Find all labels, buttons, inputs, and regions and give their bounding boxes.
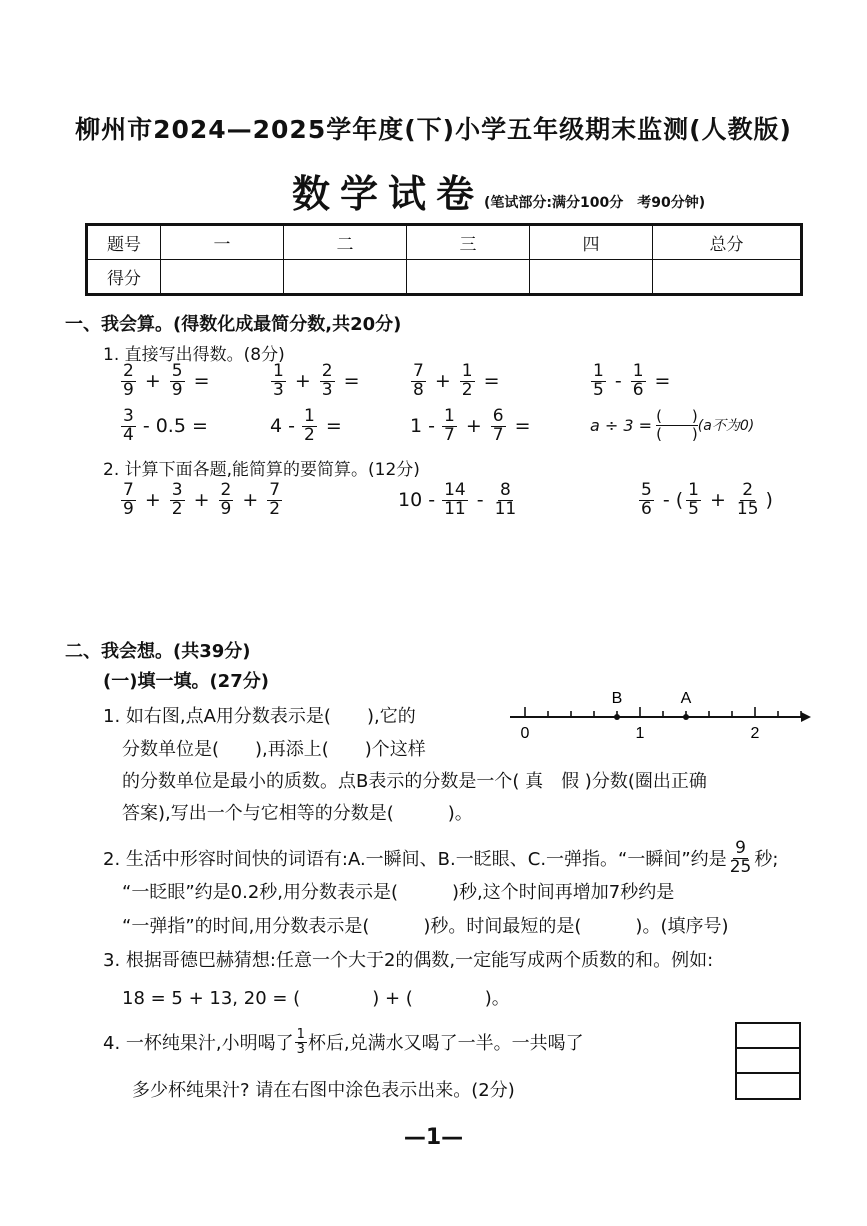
row-label: 得分	[87, 260, 161, 295]
cup-part-bottom[interactable]	[735, 1072, 801, 1100]
calc-item: $\frac{5}{6}$ - ( $\frac{1}{5}$ + $\frac{2}{15}$ )	[641, 480, 773, 519]
number-line-label-1: 1	[635, 725, 645, 742]
header-cell: 二	[284, 225, 407, 260]
header-cell: 一	[161, 225, 284, 260]
fraction: $\frac{2}{9}$	[123, 361, 134, 400]
calc-item: 1 - $\frac{1}{7}$ + $\frac{6}{7}$ =	[410, 406, 531, 445]
q3-line: 3. 根据哥德巴赫猜想:任意一个大于2的偶数,一定能写成两个质数的和。例如:	[103, 950, 714, 971]
q2-line: “一眨眼”约是0.2秒,用分数表示是( )秒,这个时间再增加7秒约是	[122, 882, 675, 903]
fraction: $\frac{1}{6}$	[632, 361, 644, 400]
fraction: $\frac{3}{2}$	[171, 480, 183, 519]
point-b	[614, 714, 620, 720]
q1-line: 的分数单位是最小的质数。点B表示的分数是一个( 真 假 )分数(圈出正确	[122, 771, 707, 792]
calc-item: 10 - $\frac{14}{11}$ - $\frac{8}{11}$	[398, 480, 517, 519]
exam-title: 柳州市2024—2025学年度(下)小学五年级期末监测(人教版)	[75, 115, 792, 144]
calc-item: $\frac{1}{3}$ + $\frac{2}{3}$ =	[273, 361, 360, 400]
answer-fraction-blank[interactable]: ( ) ( )	[656, 407, 698, 443]
score-table-score-row	[87, 260, 802, 295]
number-line-label-2: 2	[750, 725, 760, 742]
calc-item: $\frac{2}{9}$ + $\frac{5}{9}$ =	[123, 361, 210, 400]
number-line-label-0: 0	[520, 725, 530, 742]
calc-item: $\frac{7}{9}$ + $\frac{3}{2}$ + $\frac{2}{9}$ + $\frac{7}{2}$	[123, 480, 281, 519]
q2-line: “一弹指”的时间,用分数表示是( )秒。时间最短的是( )。(填序号)	[122, 916, 729, 937]
q4-line: 4. 一杯纯果汁,小明喝了 $\frac{1}{3}$ 杯后,兑满水又喝了一半。一共喝了	[103, 1027, 584, 1057]
fraction: $\frac{7}{2}$	[269, 480, 281, 519]
header-cell: 总分	[653, 225, 802, 260]
calc-item: a ÷ 3 = ( ) ( ) (a不为0)	[590, 407, 755, 443]
section1-title: 一、我会算。(得数化成最简分数,共20分)	[65, 314, 402, 335]
fraction: $\frac{5}{9}$	[171, 361, 183, 400]
q1-line: 答案),写出一个与它相等的分数是( )。	[122, 803, 473, 824]
page-number: —1—	[403, 1125, 464, 1150]
fraction: $\frac{7}{9}$	[123, 480, 134, 519]
header-cell: 三	[407, 225, 530, 260]
fraction: $\frac{7}{8}$	[413, 361, 424, 400]
score-cell[interactable]	[653, 260, 802, 295]
fraction: $\frac{3}{4}$	[123, 406, 134, 445]
q3-line: 18 = 5 + 13, 20 = ( ) + ( )。	[122, 988, 510, 1009]
q1-title: 1. 直接写出得数。(8分)	[103, 345, 285, 365]
fraction: $\frac{9}{25}$	[729, 838, 752, 877]
q4-line: 多少杯纯果汁? 请在右图中涂色表示出来。(2分)	[132, 1080, 515, 1101]
fraction: $\frac{1}{2}$	[461, 361, 473, 400]
fraction: $\frac{6}{7}$	[492, 406, 504, 445]
number-line	[505, 683, 815, 743]
fraction: $\frac{1}{7}$	[443, 406, 455, 445]
condition-note: (a不为0)	[697, 418, 755, 434]
exam-info: (笔试部分:满分100分 考90分钟)	[484, 195, 706, 211]
header-cell: 四	[530, 225, 653, 260]
score-cell[interactable]	[530, 260, 653, 295]
fraction: $\frac{1}{2}$	[303, 406, 315, 445]
part1-title: (一)填一填。(27分)	[103, 671, 269, 692]
point-b-label: B	[611, 690, 623, 707]
calc-item: $\frac{3}{4}$ - 0.5 =	[123, 406, 208, 445]
fraction: $\frac{5}{6}$	[641, 480, 652, 519]
score-cell[interactable]	[407, 260, 530, 295]
fraction: $\frac{1}{3}$	[296, 1027, 305, 1057]
header-cell: 题号	[87, 225, 161, 260]
point-a-label: A	[680, 690, 692, 707]
fraction: $\frac{2}{3}$	[321, 361, 333, 400]
point-a	[683, 714, 689, 720]
fraction: $\frac{8}{11}$	[494, 480, 517, 519]
fraction: $\frac{14}{11}$	[444, 480, 466, 519]
exam-subtitle	[292, 163, 705, 218]
cup-part-middle[interactable]	[735, 1047, 801, 1075]
subject-name: 数学试卷	[292, 171, 485, 216]
fraction: $\frac{1}{5}$	[593, 361, 604, 400]
fraction: $\frac{1}{5}$	[688, 480, 699, 519]
fraction: $\frac{1}{3}$	[273, 361, 284, 400]
calc-item: $\frac{7}{8}$ + $\frac{1}{2}$ =	[413, 361, 500, 400]
calc-item: 4 - $\frac{1}{2}$ =	[270, 406, 342, 445]
q2-line: 2. 生活中形容时间快的词语有:A.一瞬间、B.一眨眼、C.一弹指。“一瞬间”约是 $\frac{9}{25}$ 秒;	[103, 838, 779, 877]
score-cell[interactable]	[284, 260, 407, 295]
number-line-arrow	[801, 712, 811, 722]
score-table	[85, 223, 803, 296]
q1-line: 1. 如右图,点A用分数表示是( ),它的	[103, 706, 416, 727]
cup-part-top[interactable]	[735, 1022, 801, 1050]
q2-title: 2. 计算下面各题,能简算的要简算。(12分)	[103, 460, 420, 480]
q1-line: 分数单位是( ),再添上( )个这样	[122, 739, 426, 760]
score-table-header-row	[87, 225, 802, 260]
fraction: $\frac{2}{9}$	[220, 480, 232, 519]
section2-title: 二、我会想。(共39分)	[65, 641, 251, 662]
calc-item: $\frac{1}{5}$ - $\frac{1}{6}$ =	[593, 361, 671, 400]
fraction: $\frac{2}{15}$	[736, 480, 759, 519]
score-cell[interactable]	[161, 260, 284, 295]
